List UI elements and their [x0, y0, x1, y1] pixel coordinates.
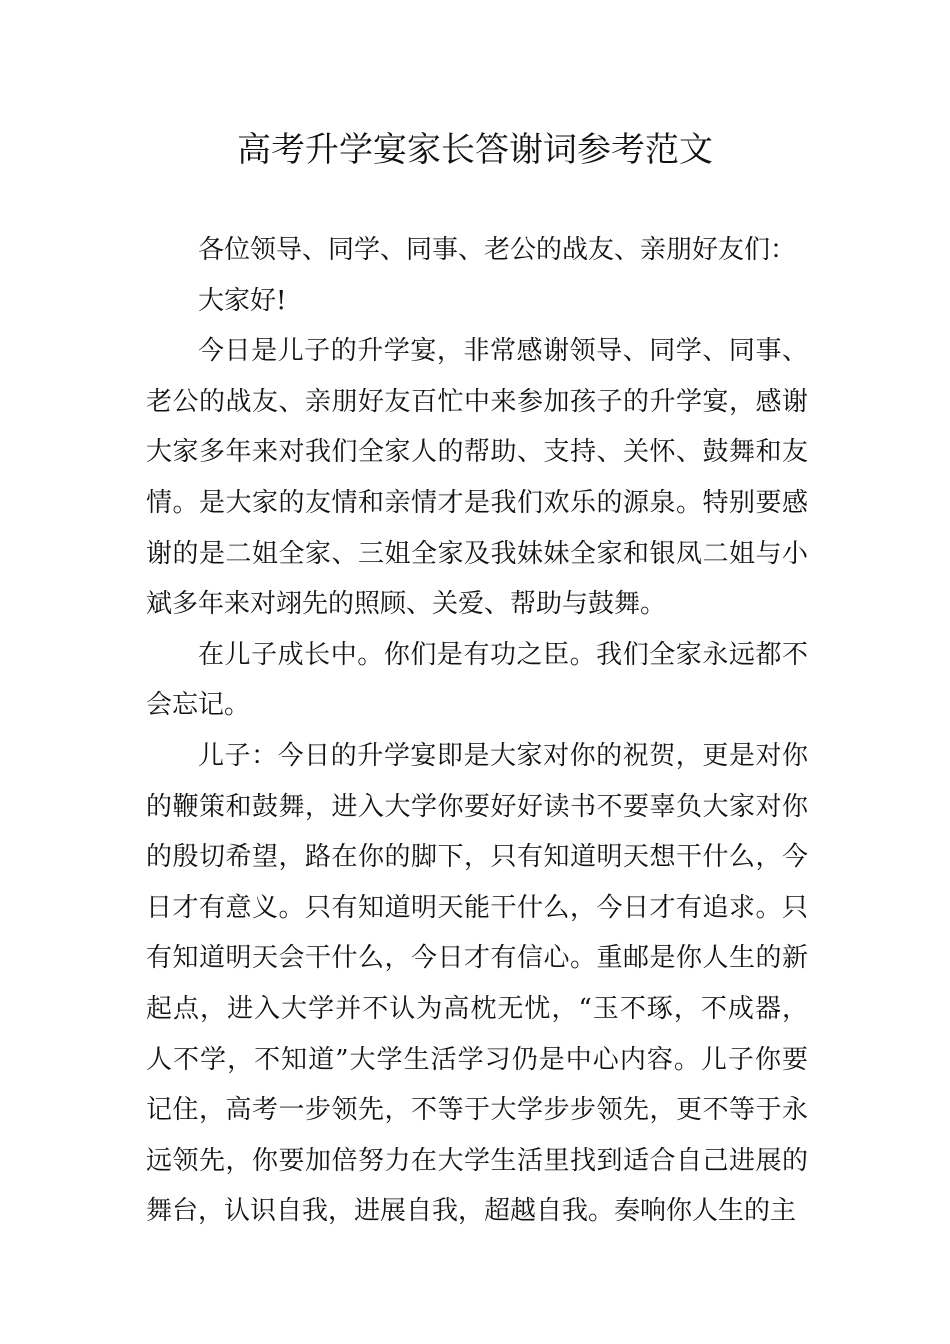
document-body [146, 225, 808, 1237]
paragraph-thanks: 今日是儿子的升学宴，非常感谢领导、同学、同事、老公的战友、亲朋好友百忙中来参加孩子的升学宴，感谢大家多年来对我们全家人的帮助、支持、关怀、鼓舞和友情。是大家的友情和亲情才是我们欢乐的源泉。特别要感谢的是二姐全家、三姐全家及我妹妹全家和银凤二姐与小斌多年来对翊先的照顾、关爱、帮助与鼓舞。 [146, 336, 808, 620]
paragraph-greeting: 大家好! [198, 285, 287, 316]
document-title: 高考升学宴家长答谢词参考范文 [237, 130, 713, 170]
paragraph-to-son: 儿子：今日的升学宴即是大家对你的祝贺，更是对你的鞭策和鼓舞，进入大学你要好好读书不要辜负大家对你的殷切希望，路在你的脚下，只有知道明天想干什么，今日才有意义。只有知道明天能干什么，今日才有追求。只有知道明天会干什么，今日才有信心。重邮是你人生的新起点，进入大学并不认为高枕无忧，“玉不琢，不成器，人不学，不知道”大学生活学习仍是中心内容。儿子你要记住，高考一步领先，不等于大学步步领先，更不等于永远领先，你要加倍努力在大学生活里找到适合自己进展的舞台，认识自我，进展自我，超越自我。奏响你人生的主 [146, 740, 808, 1227]
paragraph-salutation: 各位领导、同学、同事、老公的战友、亲朋好友们： [198, 235, 797, 265]
paragraph-gratitude: 在儿子成长中。你们是有功之臣。我们全家永远都不会忘记。 [146, 639, 808, 721]
